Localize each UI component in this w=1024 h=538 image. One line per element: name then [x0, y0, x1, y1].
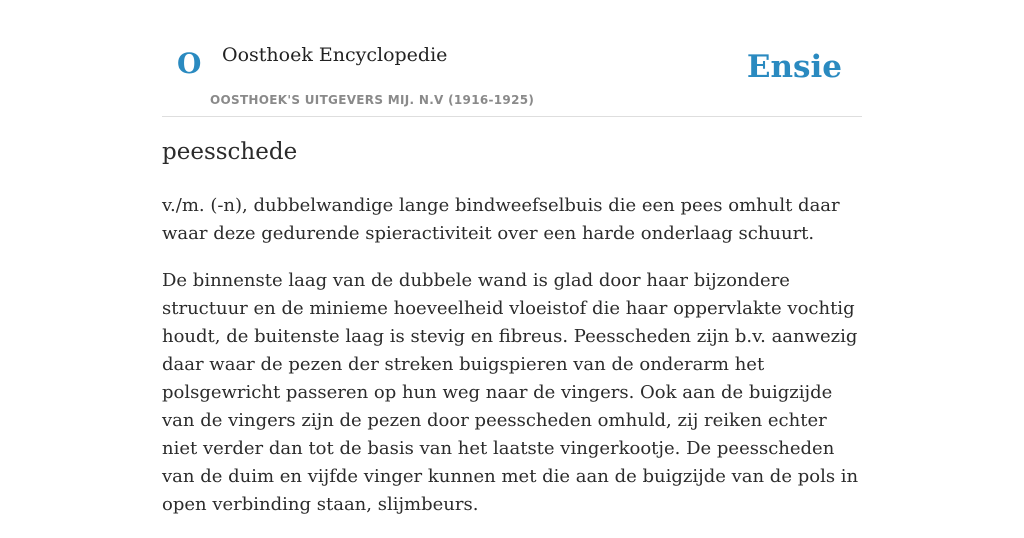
entry-headword: peesschede	[162, 139, 298, 165]
source-title-link[interactable]: Oosthoek Encyclopedie	[222, 44, 448, 66]
source-header	[162, 0, 862, 117]
ensie-logo[interactable]: Ensie	[746, 49, 842, 85]
page-content	[162, 0, 862, 515]
entry-paragraph-definition: v./m. (-n), dubbelwandige lange bindweefselbuis die een pees omhult daar waar deze gedurende spieractiviteit over een harde onderlaag schuurt.	[162, 195, 840, 244]
source-publisher: OOSTHOEK'S UITGEVERS MIJ. N.V (1916-1925)	[210, 93, 535, 107]
entry-body	[162, 192, 862, 538]
source-letter-badge: O	[177, 47, 202, 80]
entry-paragraph-description: De binnenste laag van de dubbele wand is glad door haar bijzondere structuur en de minieme hoeveelheid vloeistof die haar oppervlakte vochtig houdt, de buitenste laag is stevig en fibreus. Peesscheden zijn b.v. aanwezig daar waar de pezen der streken buigspieren van de onderarm het polsgewricht passeren op hun weg naar de vingers. Ook aan de buigzijde van de vingers zijn de pezen door peesscheden omhuld, zij reiken echter niet verder dan tot de basis van het laatste vingerkootje. De peesscheden van de duim en vijfde vinger kunnen met die aan de buigzijde van de pols in open verbinding staan, slijmbeurs.	[162, 270, 859, 515]
